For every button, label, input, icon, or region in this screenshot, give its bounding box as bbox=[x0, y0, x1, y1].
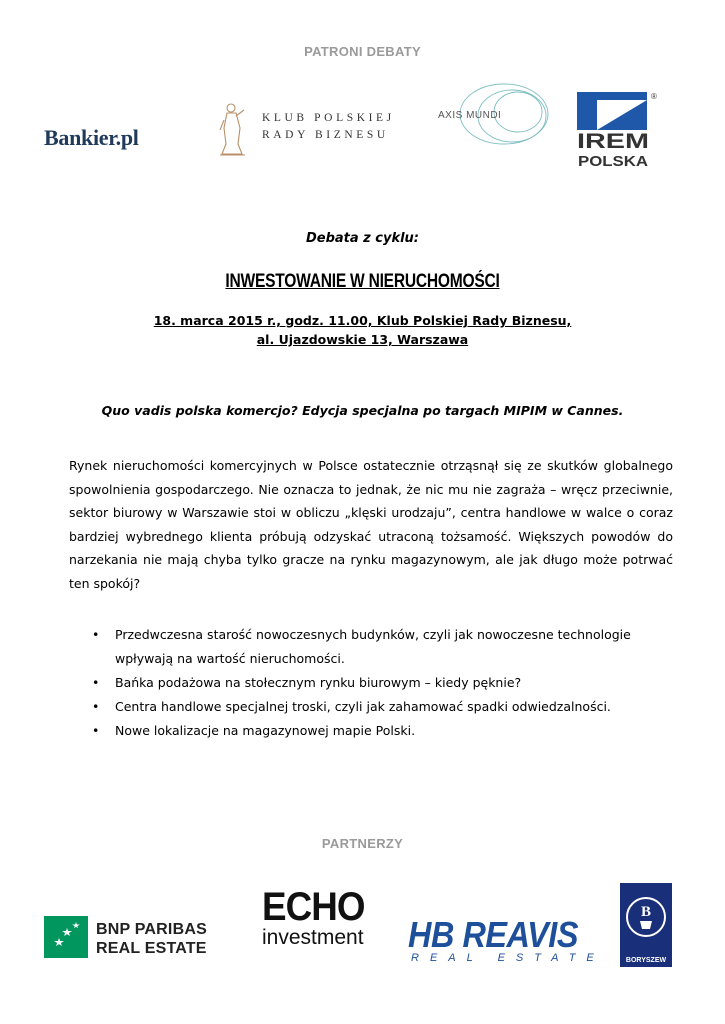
irem-polska-logo bbox=[577, 90, 661, 170]
boryszew-logo bbox=[620, 883, 672, 967]
topic-item: • Centra handlowe specjalnej troski, czyli jak zahamować spadki odwiedzalności. bbox=[92, 695, 692, 719]
echo-text: ECHO bbox=[262, 885, 365, 929]
bnp-line2: REAL ESTATE bbox=[96, 940, 207, 957]
event-description: Rynek nieruchomości komercyjnych w Polsce ostatecznie otrząsnął się ze skutków globalnego spowolnienia gospodarczego. Nie oznacza to jednak, że nic mu nie zagraża – wręcz przeciwnie, sektor biurowy w Warszawie stoi w obliczu „klęski urodzaju”, centra handlowe w walce o coraz bardziej wybrednego klienta próbują odzyskać utraconą tożsamość. Większych powodów do narzekania nie mają chyba tylko gracze na rynku magazynowym, ale jak długo może potrwać ten spokój? bbox=[69, 458, 673, 591]
bnp-stars-icon bbox=[44, 916, 88, 958]
debate-cycle-label: Debata z cyklu: bbox=[305, 231, 420, 246]
topics-list bbox=[92, 623, 692, 743]
bankier-logo: Bankier.pl bbox=[44, 125, 139, 150]
axis-mundi-logo bbox=[434, 82, 552, 148]
echo-investment-logo bbox=[262, 887, 374, 948]
hb-reavis-logo bbox=[408, 916, 605, 964]
bnp-logo-text bbox=[96, 920, 207, 958]
event-date-venue bbox=[0, 311, 725, 349]
hb-reavis-text: HB REAVIS bbox=[408, 914, 578, 955]
event-title: INWESTOWANIE W NIERUCHOMOŚCI bbox=[225, 271, 500, 292]
event-date-line: 18. marca 2015 r., godz. 11.00, Klub Polskiej Rady Biznesu, bbox=[153, 313, 572, 328]
axis-mundi-text: AXIS MUNDI bbox=[438, 110, 502, 121]
kprb-line1: KLUB POLSKIEJ bbox=[262, 112, 395, 124]
boryszew-letter: B bbox=[640, 904, 652, 920]
topic-item: • Przedwczesna starość nowoczesnych budynków, czyli jak nowoczesne technologie wpływają na wartość nieruchomości. bbox=[92, 623, 692, 671]
irem-registered-mark: ® bbox=[651, 92, 657, 101]
event-subtitle: Quo vadis polska komercjo? Edycja specjalna po targach MIPIM w Cannes. bbox=[101, 403, 624, 418]
bnp-line1: BNP PARIBAS bbox=[96, 921, 207, 938]
hb-reavis-real-estate-text: REAL ESTATE bbox=[411, 952, 605, 964]
kprb-line2: RADY BIZNESU bbox=[262, 129, 389, 141]
topic-item: • Nowe lokalizacje na magazynowej mapie Polski. bbox=[92, 719, 692, 743]
patrons-section-title: PATRONI DEBATY bbox=[304, 44, 421, 59]
partners-section-title: PARTNERZY bbox=[321, 836, 404, 851]
kprb-logo-text bbox=[262, 110, 395, 144]
boryszew-name: BORYSZEW bbox=[625, 957, 667, 964]
irem-text: IREM bbox=[577, 130, 649, 153]
topic-item: • Bańka podażowa na stołecznym rynku biurowym – kiedy pęknie? bbox=[92, 671, 692, 695]
event-address-line: al. Ujazdowskie 13, Warszawa bbox=[256, 332, 469, 347]
irem-polska-text: POLSKA bbox=[578, 153, 649, 170]
echo-investment-text: investment bbox=[262, 926, 364, 949]
boryszew-emblem-icon bbox=[620, 883, 672, 967]
kprb-statue-icon bbox=[214, 100, 252, 158]
